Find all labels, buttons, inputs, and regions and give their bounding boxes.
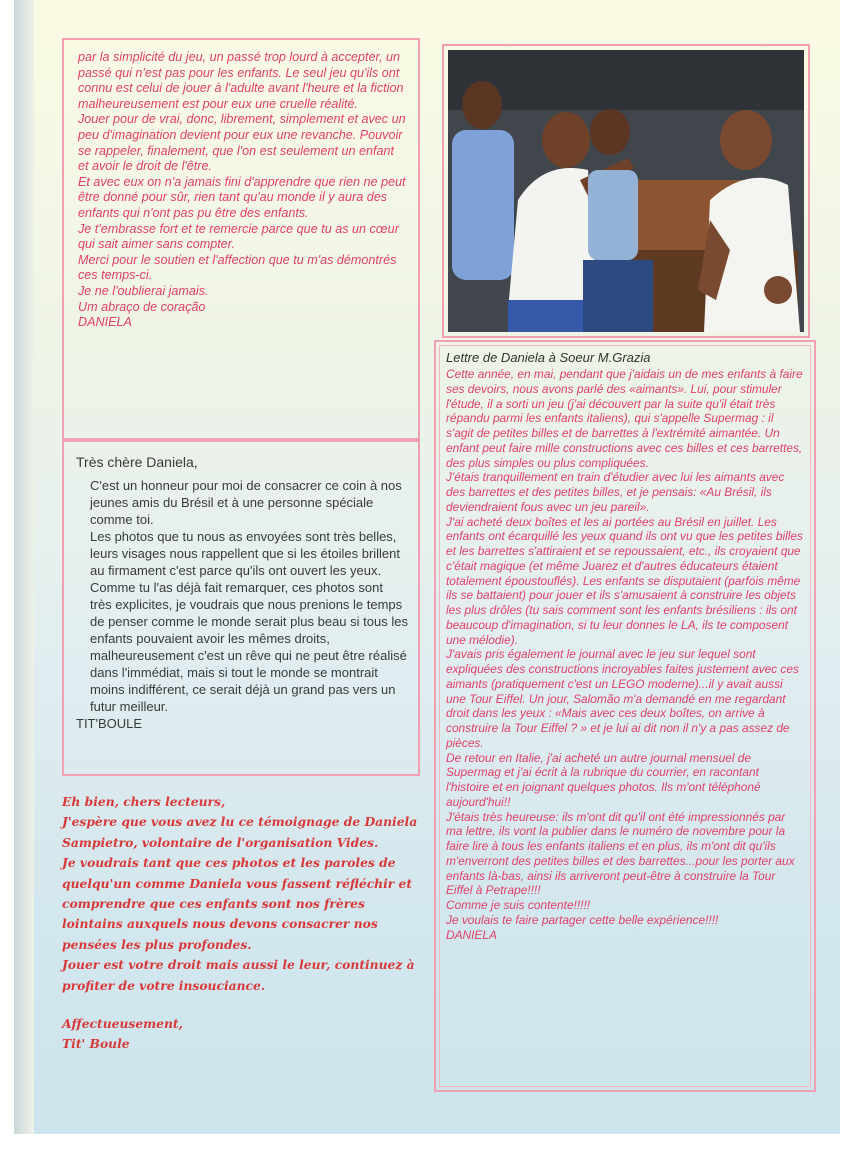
titboule-reply: [62, 440, 420, 776]
closing-line: Eh bien, chers lecteurs,: [62, 794, 226, 809]
children-photo-frame: [442, 44, 810, 338]
letter-paragraph: Je t'embrasse fort et te remercie parce que tu as un cœur qui sait aimer sans compter.: [78, 221, 399, 252]
letter-paragraph: De retour en Italie, j'ai acheté un autre journal mensuel de Supermag et j'ai écrit à la rubrique du courrier, en racontant l'histoire et en joignant quelques photos. Ils m'ont téléphoné aujourd'hui!!: [446, 750, 761, 809]
reply-signature: TIT'BOULE: [76, 716, 143, 731]
letter-paragraphs: [446, 367, 804, 942]
letter-paragraph: J'ai acheté deux boîtes et les ai portées au Brésil en juillet. Les enfants ont écarquillé les yeux quand ils ont vu que les petites billes et les barrettes s'attiraient et se repoussaient, etc., ils croyaient que c'était magique (et même Juarez et d'autres éducateurs étaient totalement époustouflés). Les enfants se disputaient (parfois même ils se battaient) pour jouer et ils s'amusaient à construire les objets les plus drôles (tu sais comment sont les enfants brésiliens : ils ont beaucoup d'imagination, si tu leur donnes le LA, ils te composent une mélodie).: [446, 514, 803, 647]
daniela-letter-continuation: [62, 38, 420, 440]
closing-line: Jouer est votre droit mais aussi le leur, continuez à profiter de votre insouciance.: [62, 957, 415, 993]
closing-signature: Tit' Boule: [62, 1036, 130, 1052]
letter-paragraph: J'étais très heureuse: ils m'ont dit qu'il ont été impressionnés par ma lettre, ils vont la publier dans le numéro de novembre pour la faire lire à tous les enfants italiens et en plus, ils m'ont dit qu'ils m'enverront des petites billes et des barrettes...pour les porter aux enfants là-bas, ainsi ils arriveront peut-être à construire la Tour Eiffel à Petrape!!!!: [446, 809, 795, 898]
reply-body: [76, 477, 408, 715]
reply-greeting: Très chère Daniela,: [76, 454, 198, 470]
letter-paragraph: Et avec eux on n'a jamais fini d'apprendre que rien ne peut être donné pour sûr, rien tant qu'au monde il y aura des enfants qui n'ont pas pu être des enfants.: [78, 174, 406, 220]
children-photo: [448, 50, 804, 332]
letter-paragraph: J'étais tranquillement en train d'étudier avec lui les aimants avec des barrettes et des petites billes, et je pensais: «Au Brésil, ils deviendraient fous avec un jeu pareil».: [446, 470, 785, 514]
children-photo-illustration: [448, 50, 804, 332]
letter-paragraph: Je voulais te faire partager cette belle expérience!!!!: [446, 912, 719, 927]
letter-paragraph: par la simplicité du jeu, un passé trop lourd à accepter, un passé qui n'est pas pour les enfants. Le seul jeu qu'ils ont connu est celui de jouer à l'adulte avant l'heure et la fiction malheureusement est pour eux une cruelle réalité.: [78, 50, 404, 111]
letter-paragraph: Comme je suis contente!!!!!: [446, 898, 591, 912]
reply-paragraph: Comme tu l'as déjà fait remarquer, ces photos sont très explicites, je voudrais que nous prenions le temps de penser comme le monde serait plus beau si tous les enfants pouvaient avoir les mêmes droits, malheureusement c'est un rêve qui ne peut être réalisé dans l'immédiat, mais si tout le monde se montrait moins indifférent, ce serait déjà un grand pas vers un futur meilleur.: [90, 580, 408, 714]
daniela-letter-to-sister-grazia: [434, 340, 816, 1092]
reply-paragraph: C'est un honneur pour moi de consacrer ce coin à nos jeunes amis du Brésil et à une personne spéciale comme toi.: [90, 478, 402, 527]
letter-signature: DANIELA: [78, 315, 132, 330]
page-spine: [14, 0, 34, 1134]
closing-spacer: [62, 996, 422, 1014]
letter-paragraph: Cette année, en mai, pendant que j'aidais un de mes enfants à faire ses devoirs, nous avons parlé des «aimants». Lui, pour stimuler l'étude, il a sorti un jeu (j'ai découvert par la suite qu'il était très répandu parmi les enfants italiens), qui s'appelle Supermag : il s'agit de petites billes et de barrettes à l'extrémité aimantée. Un enfant peut faire mille constructions avec ces billes et ces barrettes, des plus simples ou plus compliquées.: [446, 367, 803, 470]
closing-note: [62, 792, 422, 1055]
closing-line: Je voudrais tant que ces photos et les paroles de quelqu'un comme Daniela vous fassent réfléchir et comprendre que ces enfants sont nos frères lointains auxquels nous devons consacrer nos pensées les plus profondes.: [62, 855, 413, 952]
letter-paragraphs: [78, 50, 408, 331]
magazine-page: [14, 0, 840, 1134]
letter-paragraph: Je ne l'oublierai jamais.: [78, 283, 209, 298]
letter-paragraph: Um abraço de coração: [78, 299, 206, 314]
letter-signature: DANIELA: [446, 927, 497, 942]
closing-line: J'espère que vous avez lu ce témoignage de Daniela Sampietro, volontaire de l'organisation Vides.: [62, 814, 418, 850]
reply-paragraph: Les photos que tu nous as envoyées sont très belles, leurs visages nous rappellent que si les étoiles brillent au firmament c'est parce qu'ils ont ouvert les yeux.: [90, 529, 401, 578]
letter-paragraph: J'avais pris également le journal avec le jeu sur lequel sont expliquées des constructions incroyables faites justement avec ces aimants (pratiquement c'est un LEGO moderne)...il y avait aussi une Tour Eiffel. Un jour, Salomão m'a demandé en me regardant droit dans les yeux : «Mais avec ces deux boîtes, on arrive à construire la Tour Eiffel ? » et je lui ai dit non il n'y a pas assez de pièces.: [446, 647, 799, 750]
letter-paragraph: Merci pour le soutien et l'affection que tu m'as démontrés ces temps-ci.: [78, 252, 397, 283]
closing-line: Affectueusement,: [62, 1016, 183, 1032]
letter-paragraph: Jouer pour de vrai, donc, librement, simplement et avec un peu d'imagination devient pour eux une revanche. Pouvoir se rappeler, finalement, que l'on est seulement un enfant et avoir le droit de l'être.: [78, 112, 406, 174]
letter-title: Lettre de Daniela à Soeur M.Grazia: [446, 350, 651, 365]
